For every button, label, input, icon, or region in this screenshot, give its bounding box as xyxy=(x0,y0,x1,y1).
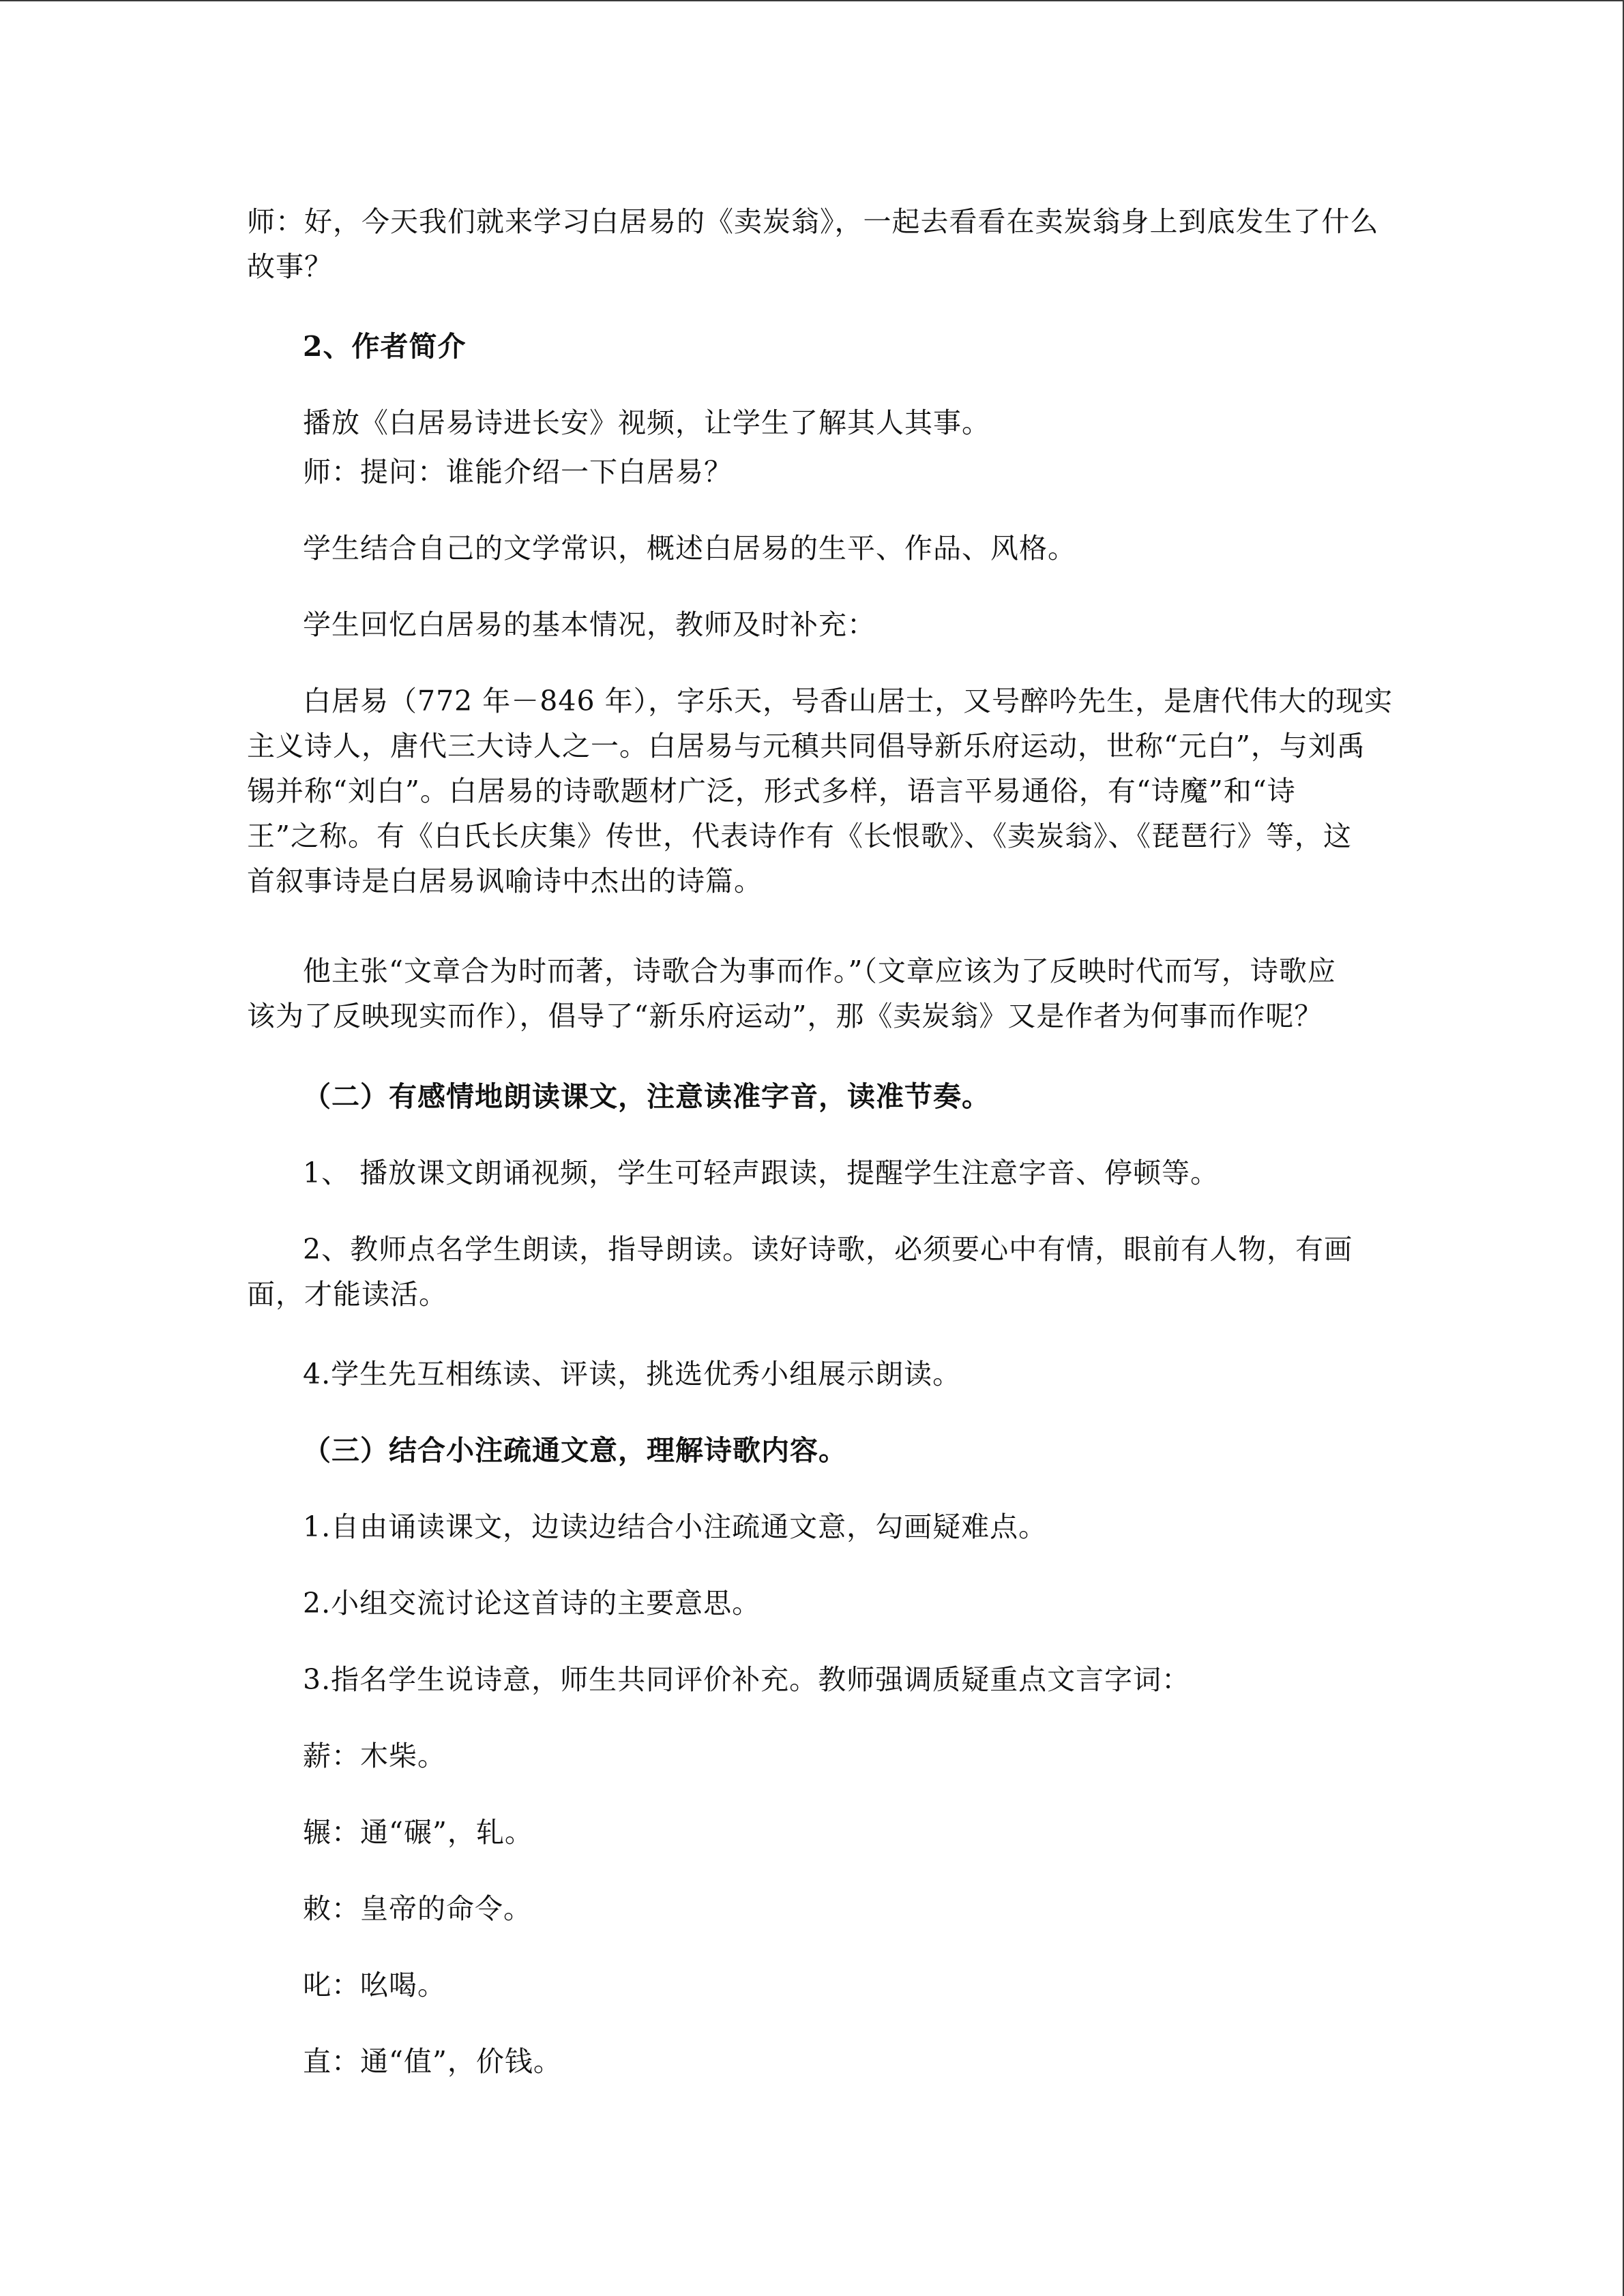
vocab-item-nian: 辗：通“碾”，轧。 xyxy=(303,1816,533,1849)
paragraph-view-line-2: 该为了反映现实而作），倡导了“新乐府运动”，那《卖炭翁》又是作者为何事而作呢？ xyxy=(247,1000,1323,1032)
vocab-item-zhi: 直：通“值”，价钱。 xyxy=(303,2045,562,2078)
paragraph-student-summary: 学生结合自己的文学常识，概述白居易的生平、作品、风格。 xyxy=(303,532,1076,565)
paragraph-intro-line-2: 故事？ xyxy=(247,250,333,283)
paragraph-bio-line-4: 王”之称。有《白氏长庆集》传世，代表诗作有《长恨歌》、《卖炭翁》、《琵琶行》等，这 xyxy=(247,820,1352,852)
paragraph-step-2-line-2: 面，才能读活。 xyxy=(247,1278,447,1311)
paragraph-bio-line-1: 白居易（772 年－846 年），字乐天，号香山居士，又号醉吟先生，是唐代伟大的现实 xyxy=(303,685,1393,717)
paragraph-step-4: 4.学生先互相练读、评读，挑选优秀小组展示朗读。 xyxy=(303,1358,962,1390)
paragraph-bio-line-5: 首叙事诗是白居易讽喻诗中杰出的诗篇。 xyxy=(247,865,763,897)
paragraph-step-2-line-1: 2、教师点名学生朗读，指导朗读。读好诗歌，必须要心中有情，眼前有人物，有画 xyxy=(303,1233,1353,1266)
paragraph-video: 播放《白居易诗进长安》视频，让学生了解其人其事。 xyxy=(303,406,990,439)
vocab-item-xin: 薪：木柴。 xyxy=(303,1740,446,1772)
list-item-meaning-2: 2.小组交流讨论这首诗的主要意思。 xyxy=(303,1587,761,1620)
paragraph-step-1: 1、 播放课文朗诵视频，学生可轻声跟读，提醒学生注意字音、停顿等。 xyxy=(303,1157,1220,1189)
section-heading-meaning: （三）结合小注疏通文意，理解诗歌内容。 xyxy=(303,1434,847,1467)
paragraph-teacher-question: 师：提问：谁能介绍一下白居易？ xyxy=(303,456,733,488)
paragraph-intro-line-1: 师：好，今天我们就来学习白居易的《卖炭翁》，一起去看看在卖炭翁身上到底发生了什么 xyxy=(247,205,1379,238)
paragraph-student-recall: 学生回忆白居易的基本情况，教师及时补充： xyxy=(303,608,876,641)
section-heading-reading: （二）有感情地朗读课文，注意读准字音，读准节奏。 xyxy=(303,1080,990,1113)
paragraph-view-line-1: 他主张“文章合为时而著，诗歌合为事而作。”（文章应该为了反映时代而写，诗歌应 xyxy=(303,955,1336,987)
page-border-top xyxy=(0,0,1624,1)
vocab-item-chi-decree: 敕：皇帝的命令。 xyxy=(303,1892,532,1925)
section-heading-author: 2、作者简介 xyxy=(303,330,467,363)
vocab-item-chi-shout: 叱：吆喝。 xyxy=(303,1969,446,2001)
list-item-meaning-3: 3.指名学生说诗意，师生共同评价补充。教师强调质疑重点文言字词： xyxy=(303,1663,1191,1696)
paragraph-bio-line-3: 锡并称“刘白”。白居易的诗歌题材广泛，形式多样，语言平易通俗，有“诗魔”和“诗 xyxy=(247,775,1296,807)
paragraph-bio-line-2: 主义诗人，唐代三大诗人之一。白居易与元稹共同倡导新乐府运动，世称“元白”，与刘禹 xyxy=(247,730,1365,762)
list-item-meaning-1: 1.自由诵读课文，边读边结合小注疏通文意，勾画疑难点。 xyxy=(303,1510,1048,1543)
